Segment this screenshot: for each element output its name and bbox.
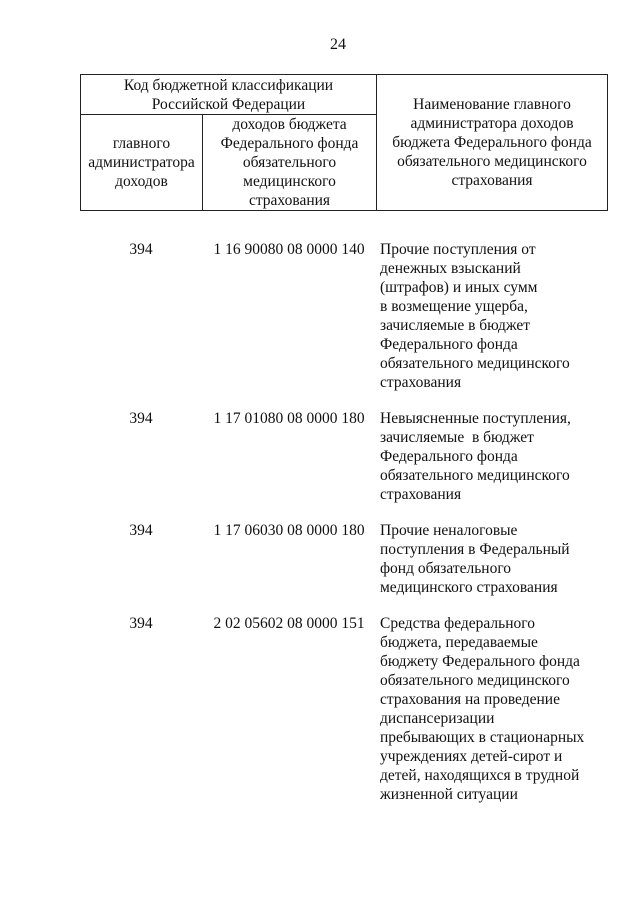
table-row [80,614,608,804]
header-line: медицинского [243,173,336,190]
name-line: медицинского страхования [380,579,558,596]
header-line: обязательного [242,154,337,171]
name-line: (штрафов) и иных сумм [380,279,538,296]
name-line: детей, находящихся в трудной [380,767,580,784]
admin-code: 394 [129,410,153,427]
header-line: главного [112,135,171,152]
header-line: страхования [451,172,533,189]
name-line: денежных взысканий [380,260,521,277]
name-line: обязательного медицинского [380,355,570,372]
name-line: Невыясненные поступления, [380,410,571,427]
budget-code: 1 17 06030 08 0000 180 [213,522,365,539]
name-line: бюджета, передаваемые [380,634,538,651]
admin-code: 394 [129,522,153,539]
name-line: обязательного медицинского [380,467,570,484]
name-line: пребывающих в стационарных [380,729,585,746]
header-income-column [203,115,377,211]
header-name-column [377,75,608,211]
name-line: жизненной ситуации [380,786,518,803]
admin-code: 394 [129,241,153,258]
income-name [376,240,606,392]
header-line: администратора [88,154,195,171]
header-line: Код бюджетной классификации [123,76,334,94]
header-line: обязательного медицинского [397,153,587,170]
name-line: страхования [380,486,462,503]
header-line: доходов [115,173,168,190]
name-line: диспансеризации [380,710,495,727]
header-line: доходов бюджета [232,116,347,133]
name-line: поступления в Федеральный [380,541,570,558]
name-line: учреждениях детей-сирот и [380,748,563,765]
name-line: в возмещение ущерба, [380,298,528,315]
name-line: обязательного медицинского [380,672,570,689]
header-line: администратора доходов [410,115,574,132]
name-line: Прочие неналоговые [380,522,518,539]
income-name [376,409,606,504]
budget-code: 1 17 01080 08 0000 180 [213,410,365,427]
admin-code: 394 [129,615,153,632]
column-header-table [80,74,608,211]
name-line: Федерального фонда [380,448,518,465]
name-line: Прочие поступления от [380,241,536,258]
table-row [80,240,608,392]
header-line: бюджета Федерального фонда [392,134,592,151]
name-line: зачисляемые в бюджет [380,317,530,334]
header-code-group [81,75,377,115]
header-line: Российской Федерации [151,95,306,113]
header-admin-column [81,115,203,211]
budget-code: 2 02 05602 08 0000 151 [213,615,365,632]
header-line: Федерального фонда [220,135,359,152]
name-line: фонд обязательного [380,560,512,577]
header-line: Наименование главного [413,96,571,113]
name-line: страхования [380,374,462,391]
budget-code: 1 16 90080 08 0000 140 [213,241,365,258]
name-line: бюджету Федерального фонда [380,653,580,670]
name-line: Средства федерального [380,615,535,632]
name-line: Федерального фонда [380,336,518,353]
name-line: страхования на проведение [380,691,560,708]
income-name [376,521,606,597]
name-line: зачисляемые в бюджет [380,429,534,446]
classification-rows [80,240,608,804]
income-name [376,614,606,804]
table-row [80,521,608,597]
header-line: страхования [248,192,331,209]
table-row [80,409,608,504]
page-number: 24 [330,36,346,53]
